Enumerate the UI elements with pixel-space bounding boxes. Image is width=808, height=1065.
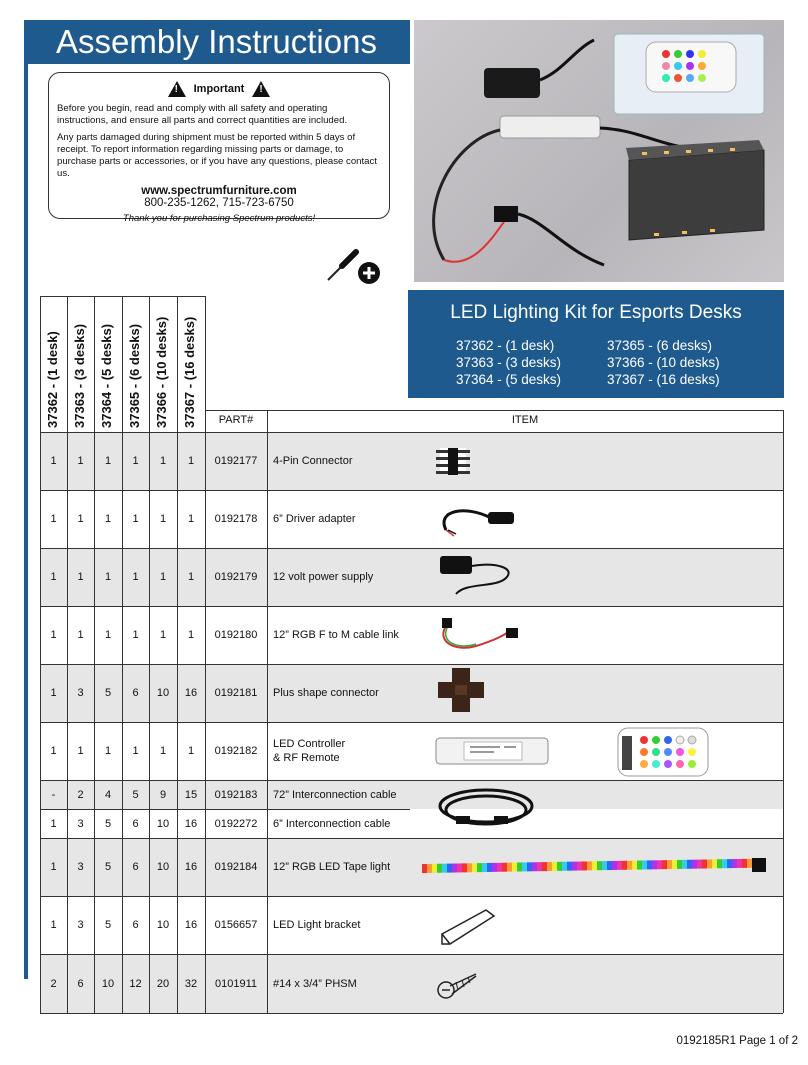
table-grid-line (783, 410, 784, 1013)
model-column-header: 37363 - (3 desks) (72, 323, 87, 428)
quantity-cell: 9 (159, 788, 167, 801)
part-number-cell: 0192180 (214, 629, 258, 641)
footer-page-number: 0192185R1 Page 1 of 2 (676, 1035, 798, 1047)
quantity-cell: 1 (104, 513, 112, 525)
website-link[interactable]: www.spectrumfurniture.com (141, 185, 297, 197)
quantity-cell: 10 (156, 817, 170, 830)
quantity-cell: 16 (184, 919, 198, 931)
rf-remote-icon (616, 726, 710, 778)
kit-title: LED Lighting Kit for Esports Desks (450, 302, 742, 323)
notice-heading-row (57, 81, 381, 97)
model-37362: 37362 - (1 desk) (456, 338, 555, 353)
quantity-cell: 1 (187, 745, 195, 757)
quantity-cell: 10 (156, 687, 170, 699)
screwdriver-icon (322, 242, 384, 286)
quantity-cell: 4 (104, 788, 112, 801)
quantity-cell: 3 (77, 817, 84, 830)
quantity-cell: 1 (50, 455, 57, 467)
part-number-cell: 0192178 (214, 513, 258, 525)
kit-title-box (408, 290, 784, 398)
quantity-cell: 1 (50, 745, 57, 757)
model-column-header: 37362 - (1 desk) (45, 331, 60, 428)
notice-heading: Important (193, 83, 245, 95)
table-grid-line (40, 664, 783, 665)
driver-adapter-icon (436, 500, 518, 540)
quantity-cell: 6 (132, 861, 139, 873)
quantity-cell: 3 (77, 919, 84, 931)
table-grid-line (40, 780, 783, 781)
quantity-cell: 1 (50, 919, 57, 931)
screw-icon (436, 968, 480, 1004)
quantity-cell: - (51, 788, 56, 801)
quantity-cell: 1 (187, 455, 195, 467)
model-37367: 37367 - (16 desks) (607, 372, 720, 387)
table-grid-line (40, 838, 783, 839)
quantity-cell: 1 (159, 513, 167, 525)
table-grid-line (67, 296, 68, 1013)
plus-connector-icon (438, 668, 484, 712)
quantity-cell: 6 (132, 687, 139, 699)
part-number-header: PART# (218, 414, 254, 426)
part-number-cell: 0156657 (214, 919, 258, 931)
part-number-cell: 0192181 (214, 687, 258, 699)
table-grid-line (177, 296, 178, 1013)
table-grid-line (40, 809, 410, 810)
part-number-cell: 0101911 (214, 977, 257, 990)
quantity-cell: 6 (132, 817, 139, 830)
item-name: Plus shape connector (273, 687, 379, 699)
table-grid-line (122, 296, 123, 1013)
quantity-cell: 1 (159, 571, 167, 583)
quantity-cell: 1 (50, 571, 57, 583)
quantity-cell: 1 (187, 629, 195, 641)
model-37365: 37365 - (6 desks) (607, 338, 713, 353)
quantity-cell: 1 (159, 455, 167, 467)
part-number-cell: 0192177 (214, 455, 258, 467)
quantity-cell: 1 (132, 571, 139, 583)
quantity-cell: 10 (156, 861, 170, 873)
quantity-cell: 10 (156, 919, 170, 931)
quantity-cell: 16 (184, 817, 198, 830)
quantity-cell: 1 (159, 745, 167, 757)
quantity-cell: 6 (132, 919, 139, 931)
table-grid-line (205, 410, 783, 411)
quantity-cell: 32 (184, 977, 198, 990)
table-grid-line (40, 954, 783, 955)
quantity-cell: 16 (184, 687, 198, 699)
quantity-cell: 2 (77, 788, 84, 801)
notice-paragraph-2: Any parts damaged during shipment must be reported within 5 days of receipt. To report information regarding missing parts or damage, to purchase parts or accessories, or if you have any questions, please contact us. (57, 132, 377, 179)
table-grid-line (40, 1013, 783, 1014)
warning-icon (252, 81, 270, 97)
model-column-header: 37366 - (10 desks) (154, 316, 169, 428)
led-light-bracket-icon (436, 904, 500, 952)
item-name-line2: & RF Remote (273, 752, 340, 764)
quantity-cell: 5 (104, 817, 112, 830)
quantity-cell: 1 (50, 817, 57, 830)
quantity-cell: 12 (129, 977, 142, 990)
item-name: #14 x 3/4” PHSM (273, 977, 357, 990)
quantity-cell: 1 (104, 571, 112, 583)
item-name: LED Light bracket (273, 919, 361, 931)
thank-you-note: Thank you for purchasing Spectrum products! (122, 213, 316, 224)
controller (500, 116, 600, 138)
plus-connector (494, 206, 518, 222)
quantity-cell: 5 (132, 788, 139, 801)
quantity-cell: 2 (50, 977, 57, 990)
quantity-cell: 15 (184, 788, 198, 801)
quantity-cell: 1 (104, 629, 112, 641)
page-title: Assembly Instructions (24, 20, 410, 64)
quantity-cell: 1 (50, 513, 57, 525)
quantity-cell: 1 (50, 687, 57, 699)
table-grid-line (40, 432, 783, 433)
quantity-cell: 10 (101, 977, 115, 990)
left-accent-rule (24, 64, 28, 979)
important-notice (48, 72, 390, 224)
table-grid-line (40, 296, 205, 297)
quantity-cell: 16 (184, 861, 198, 873)
item-header: ITEM (511, 414, 539, 426)
quantity-cell: 3 (77, 861, 84, 873)
table-grid-line (40, 606, 783, 607)
notice-paragraph-1: Before you begin, read and comply with all safety and operating instructions, and ensure all parts and correct quantities are included. (57, 103, 348, 126)
quantity-cell: 6 (77, 977, 84, 990)
led-controller-icon (434, 730, 552, 770)
model-37364: 37364 - (5 desks) (456, 372, 562, 387)
phone-numbers: 800-235-1262, 715-723-6750 (144, 197, 294, 209)
model-column-header: 37364 - (5 desks) (99, 323, 114, 428)
cable-link-icon (436, 612, 522, 654)
quantity-cell: 1 (132, 513, 139, 525)
part-number-cell: 0192272 (214, 817, 258, 830)
quantity-cell: 1 (187, 571, 195, 583)
quantity-cell: 1 (50, 629, 57, 641)
power-supply-icon (436, 552, 522, 598)
item-name: 12” RGB F to M cable link (273, 629, 399, 641)
quantity-cell: 1 (77, 745, 84, 757)
table-grid-line (40, 490, 783, 491)
quantity-cell: 1 (132, 455, 139, 467)
table-grid-line (40, 722, 783, 723)
led-tape-light-icon (416, 854, 766, 884)
item-name: 12 volt power supply (273, 571, 374, 583)
quantity-cell: 3 (77, 687, 84, 699)
quantity-cell: 1 (50, 861, 57, 873)
interconnection-cable-icon (436, 784, 536, 834)
table-grid-line (40, 296, 41, 1013)
table-grid-line (205, 296, 206, 1013)
quantity-cell: 5 (104, 919, 112, 931)
product-photo (414, 20, 784, 282)
quantity-cell: 5 (104, 861, 112, 873)
quantity-cell: 1 (104, 745, 112, 757)
table-grid-line (149, 296, 150, 1013)
quantity-cell: 1 (132, 629, 139, 641)
item-name: 4-Pin Connector (273, 455, 353, 467)
model-37366: 37366 - (10 desks) (607, 355, 720, 370)
item-name: 6” Interconnection cable (273, 817, 391, 830)
quantity-cell: 1 (77, 513, 84, 525)
part-number-cell: 0192183 (214, 788, 258, 801)
model-column-header: 37367 - (16 desks) (182, 316, 197, 428)
table-grid-line (94, 296, 95, 1013)
part-number-cell: 0192182 (214, 745, 258, 757)
power-supply (484, 68, 540, 98)
quantity-cell: 5 (104, 687, 112, 699)
model-column-header: 37365 - (6 desks) (127, 323, 142, 428)
item-name: 6” Driver adapter (273, 513, 356, 525)
quantity-cell: 1 (77, 571, 84, 583)
quantity-cell: 20 (156, 977, 170, 990)
table-grid-line (40, 896, 783, 897)
part-number-cell: 0192184 (214, 861, 258, 873)
warning-icon (168, 81, 186, 97)
led-bracket (629, 150, 764, 240)
quantity-cell: 1 (104, 455, 112, 467)
table-grid-line (267, 410, 268, 1013)
quantity-cell: 1 (187, 513, 195, 525)
quantity-cell: 1 (159, 629, 167, 641)
item-name: 72” Interconnection cable (273, 788, 397, 801)
quantity-cell: 1 (132, 745, 139, 757)
table-grid-line (40, 548, 783, 549)
quantity-cell: 1 (77, 629, 84, 641)
part-number-cell: 0192179 (214, 571, 258, 583)
item-name: LED Controller (273, 738, 346, 750)
four-pin-connector-icon (436, 446, 470, 476)
quantity-cell: 1 (77, 455, 84, 467)
item-name: 12” RGB LED Tape light (273, 861, 391, 873)
model-37363: 37363 - (3 desks) (456, 355, 562, 370)
